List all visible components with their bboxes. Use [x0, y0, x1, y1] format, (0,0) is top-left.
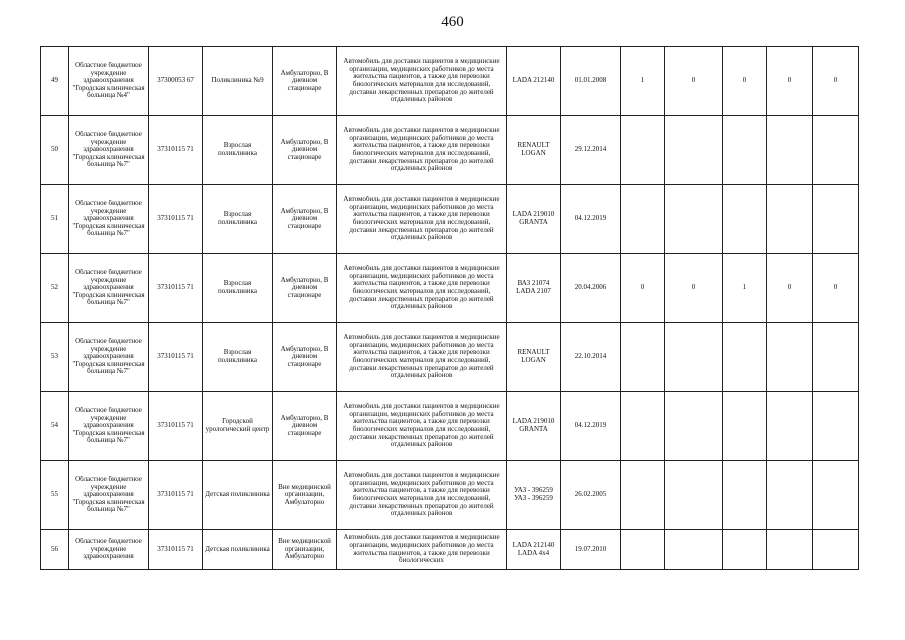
row-number: 53 [41, 323, 69, 392]
vehicle-purpose: Автомобиль для доставки пациентов в медицинские организации, медицинских работников до места жительства пациентов, а также для перевозки биологических материалов для исследований, доставки лекарственных препаратов до жителей отдаленных районов [337, 47, 507, 116]
subdivision-name: Детская поликлиника [203, 530, 273, 570]
table-row [41, 116, 859, 185]
count-col-1 [621, 392, 665, 461]
care-conditions: Амбулаторно, В дневном стационаре [273, 323, 337, 392]
vehicle-model: LADA 219010 GRANTA [507, 185, 561, 254]
count-col-1 [621, 461, 665, 530]
vehicle-purpose: Автомобиль для доставки пациентов в медицинские организации, медицинских работников до места жительства пациентов, а также для перевозки биологических материалов для исследований, доставки лекарственных препаратов до жителей отдаленных районов [337, 392, 507, 461]
count-col-1: 0 [621, 254, 665, 323]
organization-code: 37310115 71 [149, 116, 203, 185]
organization-name: Областное бюджетное учреждение здравоохранения "Городская клиническая больница №7" [69, 392, 149, 461]
organization-name: Областное бюджетное учреждение здравоохранения "Городская клиническая больница №7" [69, 254, 149, 323]
organization-name: Областное бюджетное учреждение здравоохранения [69, 530, 149, 570]
count-col-5: 0 [813, 254, 859, 323]
organization-name: Областное бюджетное учреждение здравоохранения "Городская клиническая больница №4" [69, 47, 149, 116]
count-col-5 [813, 116, 859, 185]
row-number: 50 [41, 116, 69, 185]
vehicle-model: ВАЗ 21074 LADA 2107 [507, 254, 561, 323]
row-number: 52 [41, 254, 69, 323]
page-number: 460 [441, 14, 464, 30]
count-col-5 [813, 323, 859, 392]
vehicle-purpose: Автомобиль для доставки пациентов в медицинские организации, медицинских работников до места жительства пациентов, а также для перевозки биологических материалов для исследований, доставки лекарственных препаратов до жителей отдаленных районов [337, 254, 507, 323]
table-row [41, 185, 859, 254]
organization-name: Областное бюджетное учреждение здравоохранения "Городская клиническая больница №7" [69, 116, 149, 185]
table-row [41, 392, 859, 461]
subdivision-name: Взрослая поликлиника [203, 323, 273, 392]
vehicle-model: RENAULT LOGAN [507, 323, 561, 392]
registration-date: 20.04.2006 [561, 254, 621, 323]
subdivision-name: Городской урологический центр [203, 392, 273, 461]
organization-name: Областное бюджетное учреждение здравоохранения "Городская клиническая больница №7" [69, 323, 149, 392]
count-col-4 [767, 530, 813, 570]
organization-code: 37310115 71 [149, 185, 203, 254]
row-number: 56 [41, 530, 69, 570]
count-col-4: 0 [767, 47, 813, 116]
row-number: 54 [41, 392, 69, 461]
organization-code: 37310115 71 [149, 323, 203, 392]
count-col-1 [621, 323, 665, 392]
row-number: 55 [41, 461, 69, 530]
table-row [41, 47, 859, 116]
count-col-4 [767, 323, 813, 392]
count-col-4: 0 [767, 254, 813, 323]
count-col-3: 0 [723, 47, 767, 116]
count-col-2 [665, 392, 723, 461]
registration-date: 26.02.2005 [561, 461, 621, 530]
row-number: 51 [41, 185, 69, 254]
registration-date: 04.12.2019 [561, 392, 621, 461]
vehicle-purpose: Автомобиль для доставки пациентов в медицинские организации, медицинских работников до места жительства пациентов, а также для перевозки биологических материалов для исследований, доставки лекарственных препаратов до жителей отдаленных районов [337, 185, 507, 254]
count-col-2 [665, 323, 723, 392]
subdivision-name: Взрослая поликлиника [203, 254, 273, 323]
count-col-3 [723, 185, 767, 254]
vehicle-model: LADA 212140 LADA 4x4 [507, 530, 561, 570]
count-col-1: 1 [621, 47, 665, 116]
table-row [41, 254, 859, 323]
registration-date: 04.12.2019 [561, 185, 621, 254]
care-conditions: Вне медицинской организации, Амбулаторно [273, 461, 337, 530]
vehicle-purpose: Автомобиль для доставки пациентов в медицинские организации, медицинских работников до места жительства пациентов, а также для перевозки биологических материалов для исследований, доставки лекарственных препаратов до жителей отдаленных районов [337, 116, 507, 185]
count-col-2 [665, 530, 723, 570]
table-row [41, 530, 859, 570]
vehicle-model: LADA 212140 [507, 47, 561, 116]
organization-code: 37300053 67 [149, 47, 203, 116]
registration-date: 01.01.2008 [561, 47, 621, 116]
count-col-2 [665, 461, 723, 530]
organization-code: 37310115 71 [149, 392, 203, 461]
subdivision-name: Взрослая поликлиника [203, 185, 273, 254]
count-col-3 [723, 116, 767, 185]
count-col-2: 0 [665, 254, 723, 323]
count-col-5 [813, 530, 859, 570]
count-col-3 [723, 323, 767, 392]
count-col-3 [723, 392, 767, 461]
table-row [41, 461, 859, 530]
registration-date: 22.10.2014 [561, 323, 621, 392]
registration-date: 29.12.2014 [561, 116, 621, 185]
organization-name: Областное бюджетное учреждение здравоохранения "Городская клиническая больница №7" [69, 185, 149, 254]
vehicle-purpose: Автомобиль для доставки пациентов в медицинские организации, медицинских работников до места жительства пациентов, а также для перевозки биологических материалов для исследований, доставки лекарственных препаратов до жителей отдаленных районов [337, 323, 507, 392]
count-col-5 [813, 185, 859, 254]
count-col-2 [665, 185, 723, 254]
row-number: 49 [41, 47, 69, 116]
count-col-1 [621, 116, 665, 185]
count-col-4 [767, 116, 813, 185]
care-conditions: Вне медицинской организации, Амбулаторно [273, 530, 337, 570]
organization-code: 37310115 71 [149, 254, 203, 323]
count-col-2 [665, 116, 723, 185]
count-col-5 [813, 392, 859, 461]
count-col-2: 0 [665, 47, 723, 116]
vehicle-model: RENAULT LOGAN [507, 116, 561, 185]
count-col-4 [767, 392, 813, 461]
vehicle-registry-table [40, 46, 859, 570]
care-conditions: Амбулаторно, В дневном стационаре [273, 185, 337, 254]
care-conditions: Амбулаторно, В дневном стационаре [273, 47, 337, 116]
care-conditions: Амбулаторно, В дневном стационаре [273, 116, 337, 185]
count-col-3: 1 [723, 254, 767, 323]
count-col-1 [621, 530, 665, 570]
vehicle-purpose: Автомобиль для доставки пациентов в медицинские организации, медицинских работников до места жительства пациентов, а также для перевозки биологических [337, 530, 507, 570]
count-col-1 [621, 185, 665, 254]
count-col-5 [813, 461, 859, 530]
count-col-4 [767, 185, 813, 254]
vehicle-model: УАЗ - 396259 УАЗ - 396259 [507, 461, 561, 530]
subdivision-name: Детская поликлиника [203, 461, 273, 530]
care-conditions: Амбулаторно, В дневном стационаре [273, 392, 337, 461]
organization-code: 37310115 71 [149, 530, 203, 570]
organization-code: 37310115 71 [149, 461, 203, 530]
vehicle-model: LADA 219010 GRANTA [507, 392, 561, 461]
table-row [41, 323, 859, 392]
vehicle-purpose: Автомобиль для доставки пациентов в медицинские организации, медицинских работников до места жительства пациентов, а также для перевозки биологических материалов для исследований, доставки лекарственных препаратов до жителей отдаленных районов [337, 461, 507, 530]
organization-name: Областное бюджетное учреждение здравоохранения "Городская клиническая больница №7" [69, 461, 149, 530]
care-conditions: Амбулаторно, В дневном стационаре [273, 254, 337, 323]
count-col-3 [723, 530, 767, 570]
registration-date: 19.07.2010 [561, 530, 621, 570]
subdivision-name: Взрослая поликлиника [203, 116, 273, 185]
count-col-5: 0 [813, 47, 859, 116]
count-col-4 [767, 461, 813, 530]
count-col-3 [723, 461, 767, 530]
subdivision-name: Поликлиника №9 [203, 47, 273, 116]
